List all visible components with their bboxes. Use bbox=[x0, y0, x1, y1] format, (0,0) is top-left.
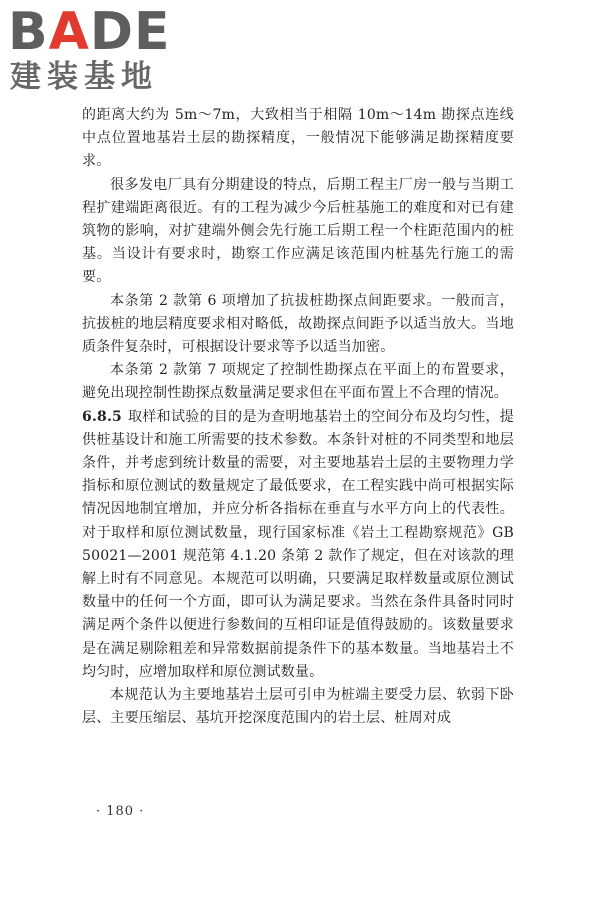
logo-letters-de: DE bbox=[89, 2, 171, 62]
section-6-8-5 bbox=[82, 406, 514, 684]
paragraph-phased-construction: 很多发电厂具有分期建设的特点，后期工程主厂房一般与当期工程扩建端距离很近。有的工程为减少今后桩基施工的难度和对已有建筑物的影响，对扩建端外侧会先行施工后期工程一个柱距范围内的桩基。当设计有要求时，勘察工作应满足该范围内桩基先行施工的需要。 bbox=[82, 176, 514, 286]
paragraph-uplift-pile: 本条第 2 款第 6 项增加了抗拔桩勘探点间距要求。一般而言，抗拔桩的地层精度要求相对略低，故勘探点间距予以适当放大。当地质条件复杂时，可根据设计要求等予以适当加密。 bbox=[82, 292, 514, 356]
section-text: 取样和试验的目的是为查明地基岩土的空间分布及均匀性，提供桩基设计和施工所需要的技术参数。本条针对桩的不同类型和地层条件，并考虑到统计数量的需要，对主要地基岩土层的主要物理力学指标和原位测试的数量规定了最低要求，在工程实践中尚可根据实际情况因地制宜增加，并应分析各指标在垂直与水平方向上的代表性。对于取样和原位测试数量，现行国家标准《岩土工程勘察规范》GB 50021—2001 规范第 4.1.20 条第 2 款作了规定，但在对该款的理解上时有不同意见。本规范可以明确，只要满足取样数量或原位测试数量中的任何一个方面，即可认为满足要求。当然在条件具备时同时满足两个条件以便进行参数间的互相印证是值得鼓励的。该数量要求是在满足剔除粗差和异常数据前提条件下的基本数量。当地基岩土不均匀时，应增加取样和原位测试数量。 bbox=[82, 408, 514, 680]
bade-logo bbox=[8, 4, 176, 96]
logo-letter-b: B bbox=[8, 2, 49, 62]
paragraph-control-points: 本条第 2 款第 7 项规定了控制性勘探点在平面上的布置要求，避免出现控制性勘探点数量满足要求但在平面布置上不合理的情况。 bbox=[82, 362, 514, 402]
page-number: · 180 · bbox=[96, 804, 145, 819]
paragraph-last: 本规范认为主要地基岩土层可引申为桩端主要受力层、软弱下卧层、主要压缩层、基坑开挖深度范围内的岩土层、桩周对成 bbox=[82, 687, 514, 727]
page-body bbox=[82, 104, 514, 730]
logo-wordmark bbox=[8, 4, 171, 60]
section-number: 6.8.5 bbox=[82, 408, 122, 425]
logo-letter-a-accent: A bbox=[48, 2, 90, 62]
logo-subtitle: 建装基地 bbox=[10, 59, 158, 95]
paragraph-continued: 的距离大约为 5m～7m，大致相当于相隔 10m～14m 勘探点连线中点位置地基岩土层的勘探精度，一般情况下能够满足勘探精度要求。 bbox=[82, 107, 514, 170]
